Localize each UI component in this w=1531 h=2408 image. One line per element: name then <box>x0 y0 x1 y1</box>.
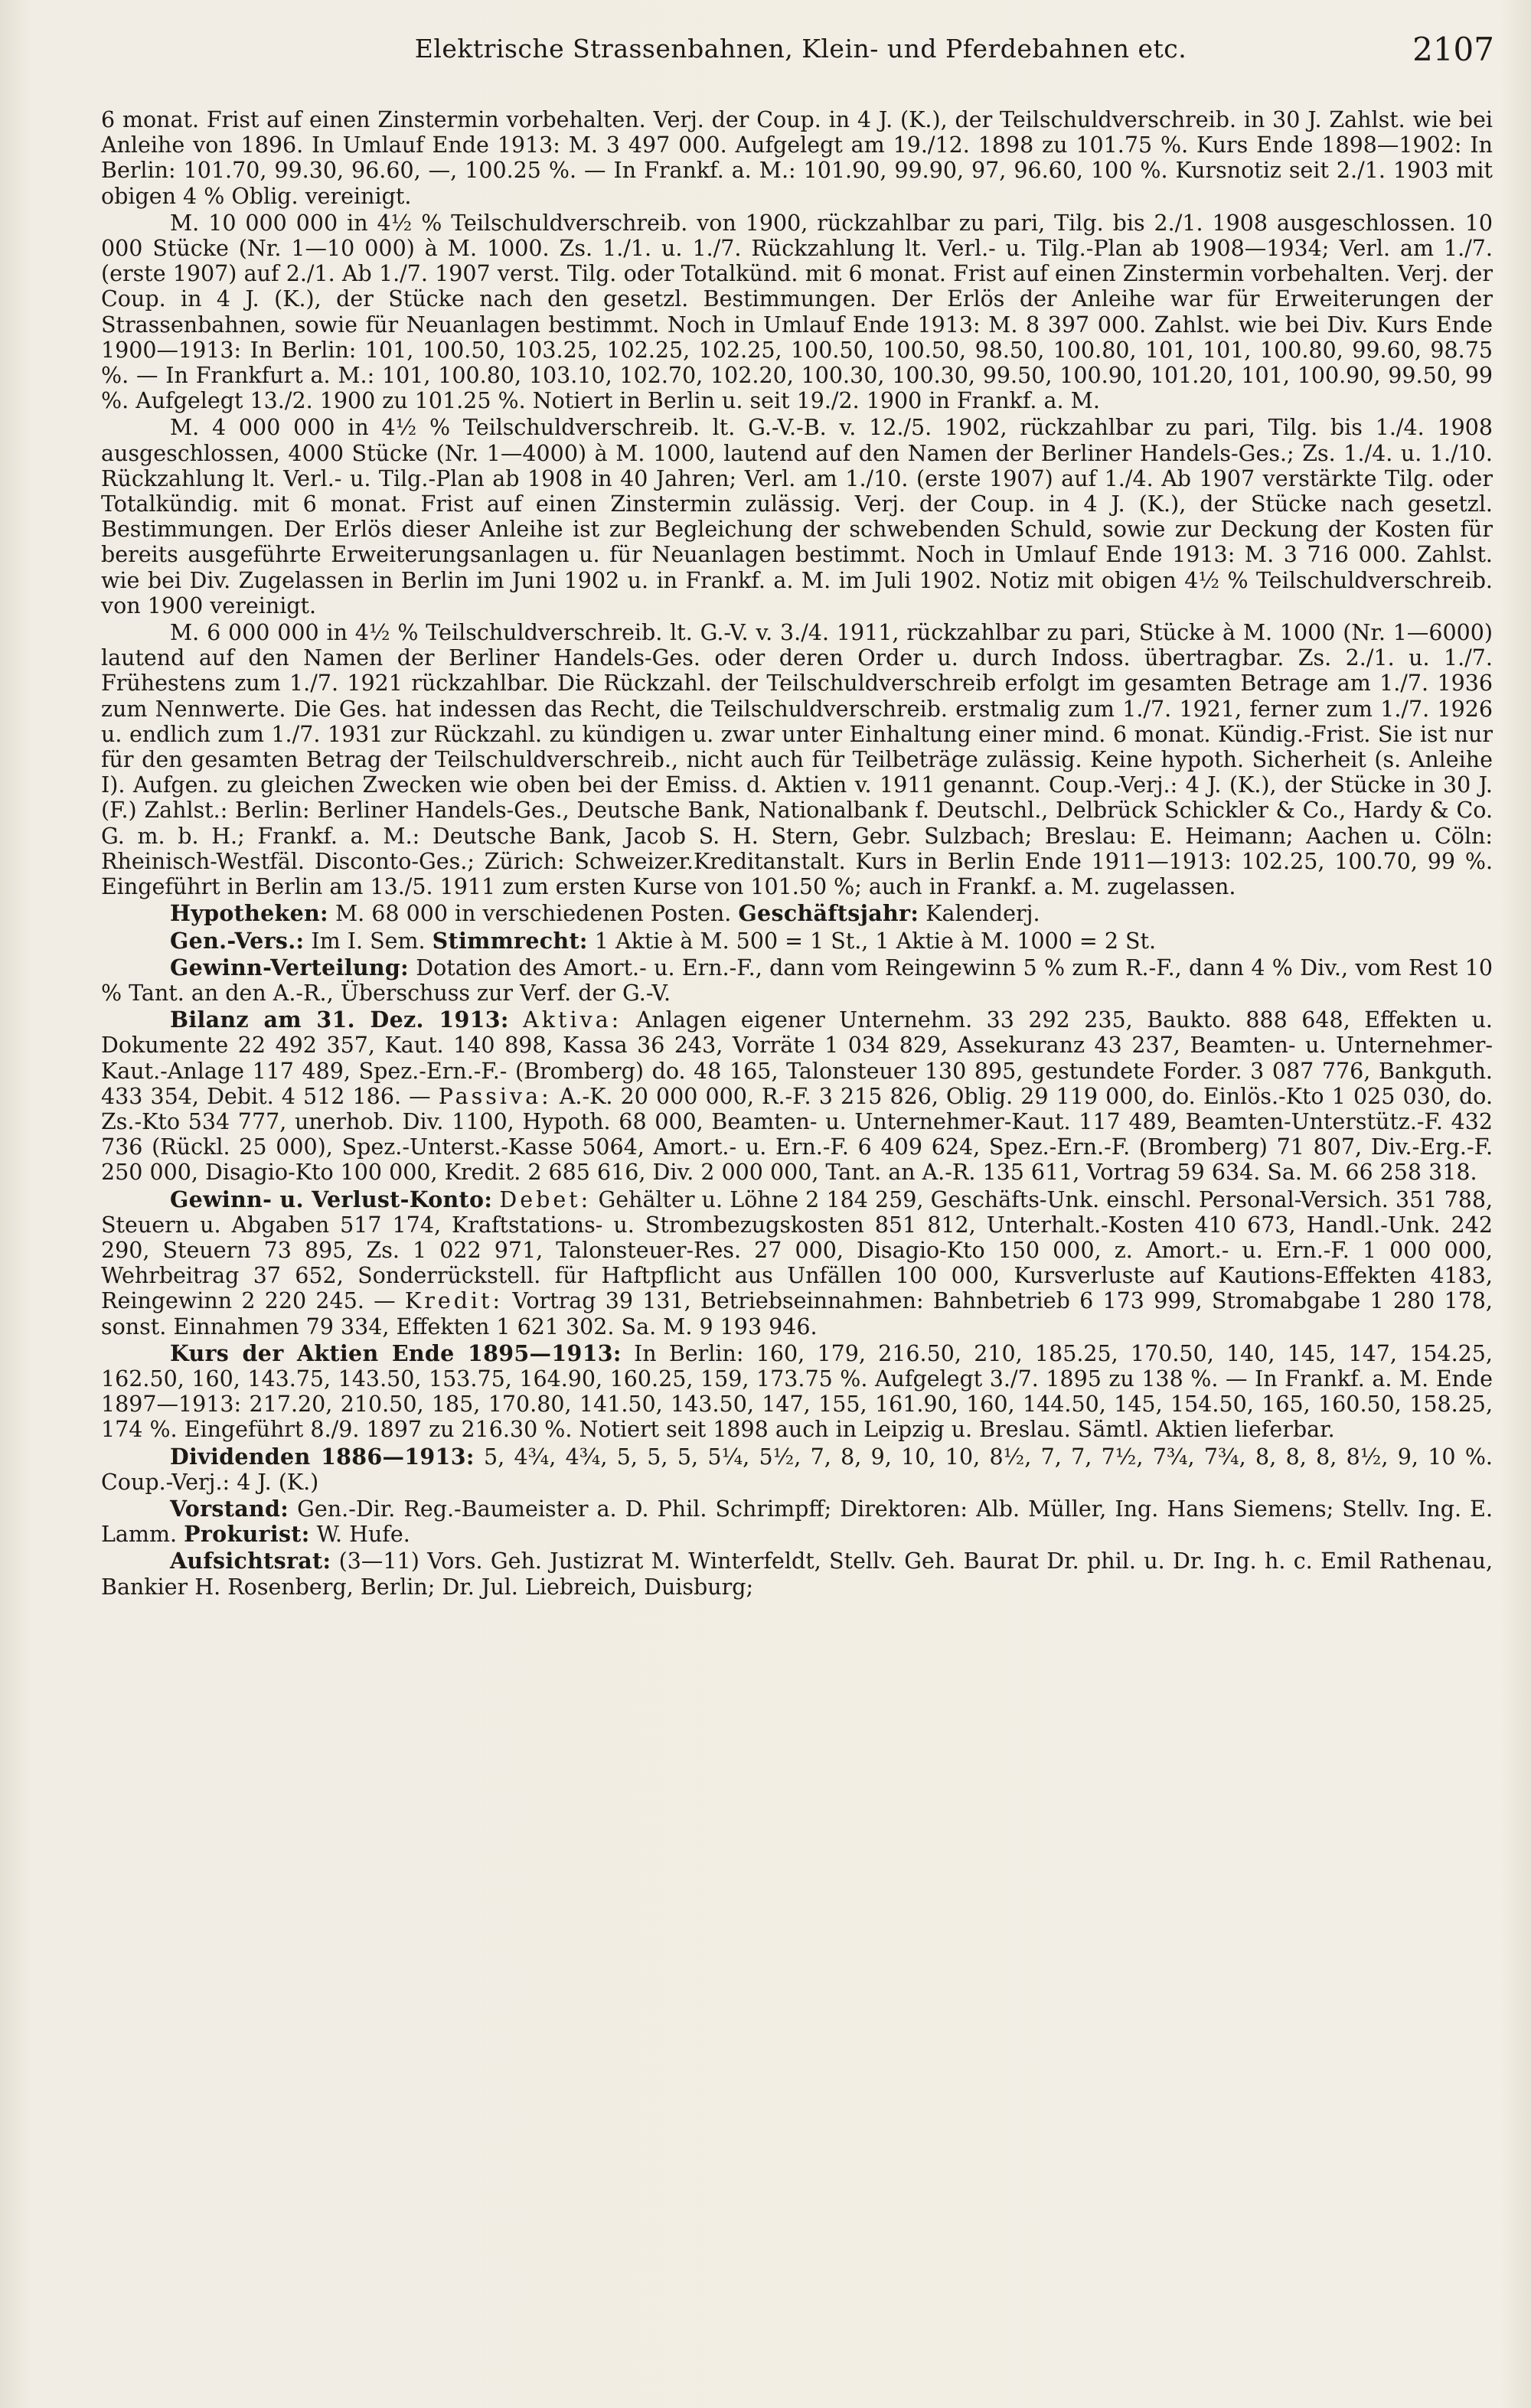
paragraph-loan-1902: M. 4 000 000 in 4½ % Teilschuldverschreib. lt. G.-V.-B. v. 12./5. 1902, rückzahlbar zu pari, Tilg. bis 1./4. 1908 ausgeschlossen, 4000 Stücke (Nr. 1—4000) à M. 1000, lautend auf den Namen der Berliner Handels-Ges.; Zs. 1./4. u. 1./10. Rückzahlung lt. Verl.- u. Tilg.-Plan ab 1908 in 40 Jahren; Verl. am 1./10. (erste 1907) auf 1./4. Ab 1907 verstärkte Tilg. oder Totalkündig. mit 6 monat. Frist auf einen Zinstermin zulässig. Verj. der Coup. in 4 J. (K.), der Stücke nach gesetzl. Bestimmungen. Der Erlös dieser Anleihe ist zur Begleichung der schwebenden Schuld, sowie zur Deckung der Kosten für bereits ausgeführte Erweiterungsanlagen u. für Neuanlagen bestimmt. Noch in Umlauf Ende 1913: M. 3 716 000. Zahlst. wie bei Div. Zugelassen in Berlin im Juni 1902 u. in Frankf. a. M. im Juli 1902. Notiz mit obigen 4½ % Teilschuldverschreib. von 1900 vereinigt. <box>101 415 1493 618</box>
procurator-label: Prokurist: <box>184 1521 310 1548</box>
voting-right-text: 1 Aktie à M. 500 = 1 St., 1 Aktie à M. 1000 = 2 St. <box>594 928 1157 954</box>
general-meeting-text: Im I. Sem. <box>311 928 426 954</box>
board-text: Gen.-Dir. Reg.-Baumeister a. D. Phil. Schrimpff; Direktoren: Alb. Müller, Ing. Hans Siemens; Stellv. Ing. E. Lamm. <box>101 1496 1493 1548</box>
share-prices-text: In Berlin: 160, 179, 216.50, 210, 185.25, 170.50, 140, 145, 147, 154.25, 162.50, 160, 143.75, 143.50, 153.75, 164.90, 160.25, 159, 173.75 %. Aufgelegt 3./7. 1895 zu 138 %. — In Frankf. a. M. Ende 1897—1913: 217.20, 210.50, 185, 170.80, 141.50, 143.50, 147, 155, 161.90, 160, 144.50, 145, 154.50, 165, 160.50, 158.25, 174 %. Eingeführt 8./9. 1897 zu 216.30 %. Notiert seit 1898 auch in Leipzig u. Breslau. Sämtl. Aktien lieferbar. <box>101 1340 1493 1443</box>
paragraph-share-prices <box>101 1341 1493 1443</box>
general-meeting-label: Gen.-Vers.: <box>170 927 305 954</box>
paragraph-board <box>101 1496 1493 1547</box>
profit-loss-label: Gewinn- u. Verlust-Konto: <box>170 1186 493 1212</box>
credit-label: Kredit: <box>404 1288 504 1314</box>
fiscal-year-text: Kalenderj. <box>925 901 1040 927</box>
credit-text: Vortrag 39 131, Betriebseinnahmen: Bahnbetrieb 6 173 999, Stromabgabe 1 280 178, sonst. Einnahmen 79 334, Effekten 1 621 302. Sa. M. 9 193 946. <box>101 1288 1493 1339</box>
dividends-text: 5, 4¾, 4¾, 5, 5, 5, 5¼, 5½, 7, 8, 9, 10, 10, 8½, 7, 7, 7½, 7¾, 7¾, 8, 8, 8, 8½, 9, 10 %. Coup.-Verj.: 4 J. (K.) <box>101 1444 1493 1495</box>
mortgages-text: M. 68 000 in verschiedenen Posten. <box>335 901 732 927</box>
supervisory-board-text: (3—11) Vors. Geh. Justizrat M. Winterfeldt, Stellv. Geh. Baurat Dr. phil. u. Dr. Ing. h. c. Emil Rathenau, Bankier H. Rosenberg, Berlin; Dr. Jul. Liebreich, Duisburg; <box>101 1548 1493 1600</box>
paragraph-supervisory-board <box>101 1548 1493 1599</box>
paragraph-loan-1898-continued: 6 monat. Frist auf einen Zinstermin vorbehalten. Verj. der Coup. in 4 J. (K.), der Teilschuldverschreib. in 30 J. Zahlst. wie bei Anleihe von 1896. In Umlauf Ende 1913: M. 3 497 000. Aufgelegt am 19./12. 1898 zu 101.75 %. Kurs Ende 1898—1902: In Berlin: 101.70, 99.30, 96.60, —, 100.25 %. — In Frankf. a. M.: 101.90, 99.90, 97, 96.60, 100 %. Kursnotiz seit 2./1. 1903 mit obigen 4 % Oblig. vereinigt. <box>101 107 1493 209</box>
fiscal-year-label: Geschäftsjahr: <box>738 900 919 927</box>
paragraph-mortgages <box>101 901 1493 926</box>
profit-distribution-text: Dotation des Amort.- u. Ern.-F., dann vom Reingewinn 5 % zum R.-F., dann 4 % Div., vom Rest 10 % Tant. an den A.-R., Überschuss zur Verf. der G.-V. <box>101 954 1493 1006</box>
debit-label: Debet: <box>499 1186 592 1212</box>
page-header <box>107 31 1494 77</box>
voting-right-label: Stimmrecht: <box>432 927 588 954</box>
profit-distribution-label: Gewinn-Verteilung: <box>170 954 409 980</box>
liabilities-label: Passiva: <box>438 1083 552 1109</box>
paragraph-profit-distribution <box>101 955 1493 1006</box>
paragraph-dividends <box>101 1444 1493 1495</box>
balance-sheet-label: Bilanz am 31. Dez. 1913: <box>170 1007 509 1033</box>
running-title: Elektrische Strassenbahnen, Klein- und Pferdebahnen etc. <box>414 34 1187 64</box>
paragraph-profit-loss <box>101 1187 1493 1339</box>
page-number: 2107 <box>1412 31 1494 68</box>
assets-text: Anlagen eigener Unternehm. 33 292 235, Baukto. 888 648, Effekten u. Dokumente 22 492 357, Kaut. 140 898, Kassa 36 243, Vorräte 1 034 829, Assekuranz 43 237, Beamten- u. Unternehmer-Kaut.-Anlage 117 489, Spez.-Ern.-F.- (Bromberg) do. 48 165, Talonsteuer 130 895, gestundete Forder. 3 087 776, Bankguth. 433 354, Debit. 4 512 186. — <box>101 1007 1493 1109</box>
paragraph-loan-1911: M. 6 000 000 in 4½ % Teilschuldverschreib. lt. G.-V. v. 3./4. 1911, rückzahlbar zu pari, Stücke à M. 1000 (Nr. 1—6000) lautend auf den Namen der Berliner Handels-Ges. oder deren Order u. durch Indoss. übertragbar. Zs. 2./1. u. 1./7. Frühestens zum 1./7. 1921 rückzahlbar. Die Rückzahl. der Teilschuldverschreib erfolgt im gesamten Betrage am 1./7. 1936 zum Nennwerte. Die Ges. hat indessen das Recht, die Teilschuldverschreib. erstmalig zum 1./7. 1921, ferner zum 1./7. 1926 u. endlich zum 1./7. 1931 zur Rückzahl. zu kündigen u. zwar unter Einhaltung einer mind. 6 monat. Kündig.-Frist. Sie ist nur für den gesamten Betrag der Teilschuldverschreib., nicht auch für Teilbeträge zulässig. Keine hypoth. Sicherheit (s. Anleihe I). Aufgen. zu gleichen Zwecken wie oben bei der Emiss. d. Aktien v. 1911 genannt. Coup.-Verj.: 4 J. (K.), der Stücke in 30 J. (F.) Zahlst.: Berlin: Berliner Handels-Ges., Deutsche Bank, Nationalbank f. Deutschl., Delbrück Schickler & Co., Hardy & Co. G. m. b. H.; Frankf. a. M.: Deutsche Bank, Jacob S. H. Stern, Gebr. Sulzbach; Breslau: E. Heimann; Aachen u. Cöln: Rheinisch-Westfäl. Disconto-Ges.; Zürich: Schweizer.Kreditanstalt. Kurs in Berlin Ende 1911—1913: 102.25, 100.70, 99 %. Eingeführt in Berlin am 13./5. 1911 zum ersten Kurse von 101.50 %; auch in Frankf. a. M. zugelassen. <box>101 620 1493 900</box>
page-body <box>101 107 1493 1601</box>
debit-text: Gehälter u. Löhne 2 184 259, Geschäfts-Unk. einschl. Personal-Versich. 351 788, Steuern u. Abgaben 517 174, Kraftstations- u. Strombezugskosten 851 812, Unterhalt.-Kosten 410 673, Handl.-Unk. 242 290, Steuern 73 895, Zs. 1 022 971, Talonsteuer-Res. 27 000, Disagio-Kto 150 000, z. Amort.- u. Ern.-F. 1 000 000, Wehrbeitrag 37 652, Sonderrückstell. für Haftpflicht aus Unfällen 100 000, Kursverluste auf Kautions-Effekten 4183, Reingewinn 2 220 245. — <box>101 1186 1493 1314</box>
paragraph-balance-sheet <box>101 1007 1493 1185</box>
liabilities-text: A.-K. 20 000 000, R.-F. 3 215 826, Oblig. 29 119 000, do. Einlös.-Kto 1 025 030, do. Zs.-Kto 534 777, unerhob. Div. 1100, Hypoth. 68 000, Beamten- u. Unternehmer-Kaut. 117 489, Beamten-Unterstütz.-F. 432 736 (Rückl. 25 000), Spez.-Unterst.-Kasse 5064, Amort.- u. Ern.-F. 6 409 624, Spez.-Ern.-F. (Bromberg) 71 807, Div.-Erg.-F. 250 000, Disagio-Kto 100 000, Kredit. 2 685 616, Div. 2 000 000, Tant. an A.-R. 135 611, Vortrag 59 634. Sa. M. 66 258 318. <box>101 1083 1493 1186</box>
assets-label: Aktiva: <box>523 1007 622 1033</box>
procurator-text: W. Hufe. <box>316 1522 410 1548</box>
supervisory-board-label: Aufsichtsrat: <box>170 1548 331 1574</box>
dividends-label: Dividenden 1886—1913: <box>170 1443 475 1470</box>
mortgages-label: Hypotheken: <box>170 900 328 927</box>
share-prices-label: Kurs der Aktien Ende 1895—1913: <box>170 1339 622 1366</box>
paragraph-general-meeting <box>101 928 1493 954</box>
paragraph-loan-1900: M. 10 000 000 in 4½ % Teilschuldverschreib. von 1900, rückzahlbar zu pari, Tilg. bis 2./1. 1908 ausgeschlossen. 10 000 Stücke (Nr. 1—10 000) à M. 1000. Zs. 1./1. u. 1./7. Rückzahlung lt. Verl.- u. Tilg.-Plan ab 1908—1934; Verl. am 1./7. (erste 1907) auf 2./1. Ab 1./7. 1907 verst. Tilg. oder Totalkünd. mit 6 monat. Frist auf einen Zinstermin vorbehalten. Verj. der Coup. in 4 J. (K.), der Stücke nach den gesetzl. Bestimmungen. Der Erlös der Anleihe war für Erweiterungen der Strassenbahnen, sowie für Neuanlagen bestimmt. Noch in Umlauf Ende 1913: M. 8 397 000. Zahlst. wie bei Div. Kurs Ende 1900—1913: In Berlin: 101, 100.50, 103.25, 102.25, 102.25, 100.50, 100.50, 98.50, 100.80, 101, 101, 100.80, 99.60, 98.75 %. — In Frankfurt a. M.: 101, 100.80, 103.10, 102.70, 102.20, 100.30, 100.30, 99.50, 100.90, 101.20, 101, 100.90, 99.50, 99 %. Aufgelegt 13./2. 1900 zu 101.25 %. Notiert in Berlin u. seit 19./2. 1900 in Frankf. a. M. <box>101 210 1493 414</box>
board-label: Vorstand: <box>170 1495 289 1522</box>
